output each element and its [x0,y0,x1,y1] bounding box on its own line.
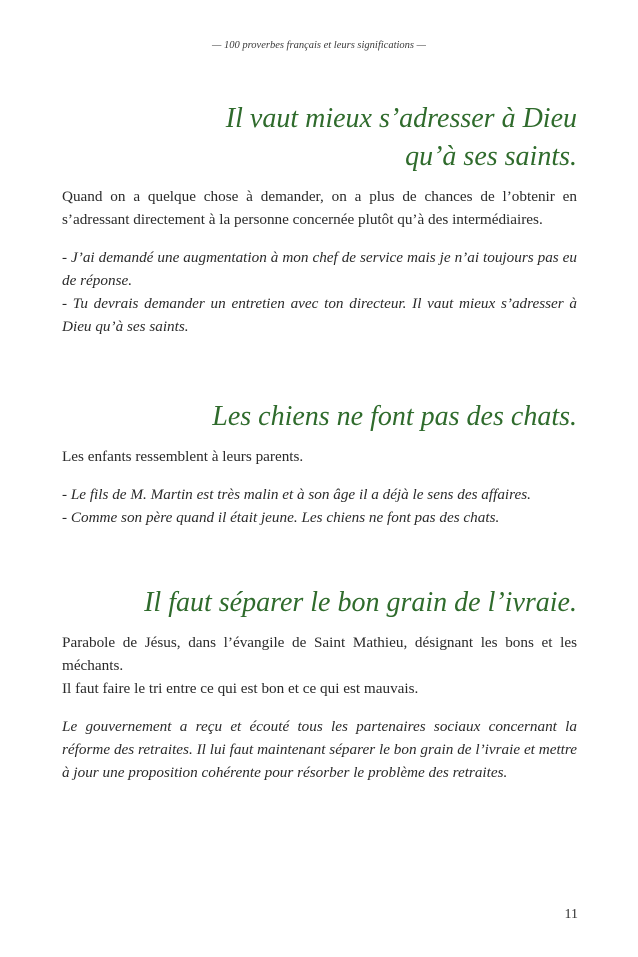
proverb-title-line: Les chiens ne font pas des chats. [212,401,577,432]
proverb-title [62,398,577,436]
proverb-example: - Le fils de M. Martin est très malin et à son âge il a déjà le sens des affaires. [62,486,531,503]
proverb-meaning: Quand on a quelque chose à demander, on a plus de chances de l’obtenir en s’adressant directement à la personne concernée plutôt qu’à des intermédiaires. [62,188,577,228]
proverb-meaning: Les enfants ressemblent à leurs parents. [62,448,304,465]
running-header: — 100 proverbes français et leurs significations — [212,40,426,51]
proverb-title-line: Il faut séparer le bon grain de l’ivraie. [144,587,577,618]
proverb-example: - Tu devrais demander un entretien avec ton directeur. Il vaut mieux s’adresser à Dieu qu’à ses saints. [62,295,577,335]
proverb-title [62,100,577,176]
proverb-example: - Comme son père quand il était jeune. Les chiens ne font pas des chats. [62,509,500,526]
proverb-example: Le gouvernement a reçu et écouté tous les partenaires sociaux concernant la réforme des retraites. Il lui faut maintenant séparer le bon grain de l’ivraie et mettre à jour une proposition cohérente pour résorber le problème des retraites. [62,718,577,781]
proverb-title [62,584,577,622]
proverb-entry [62,584,577,784]
page-number: 11 [564,907,578,922]
proverb-entry [62,100,577,338]
proverb-example: - J’ai demandé une augmentation à mon chef de service mais je n’ai toujours pas eu de réponse. [62,249,577,289]
proverb-title-line: qu’à ses saints. [405,141,577,172]
proverb-title-line: Il vaut mieux s’adresser à Dieu [225,103,577,134]
proverb-entry [62,398,577,529]
proverb-meaning: Il faut faire le tri entre ce qui est bon et ce qui est mauvais. [62,680,419,697]
proverb-meaning: Parabole de Jésus, dans l’évangile de Saint Mathieu, désignant les bons et les méchants. [62,634,577,674]
